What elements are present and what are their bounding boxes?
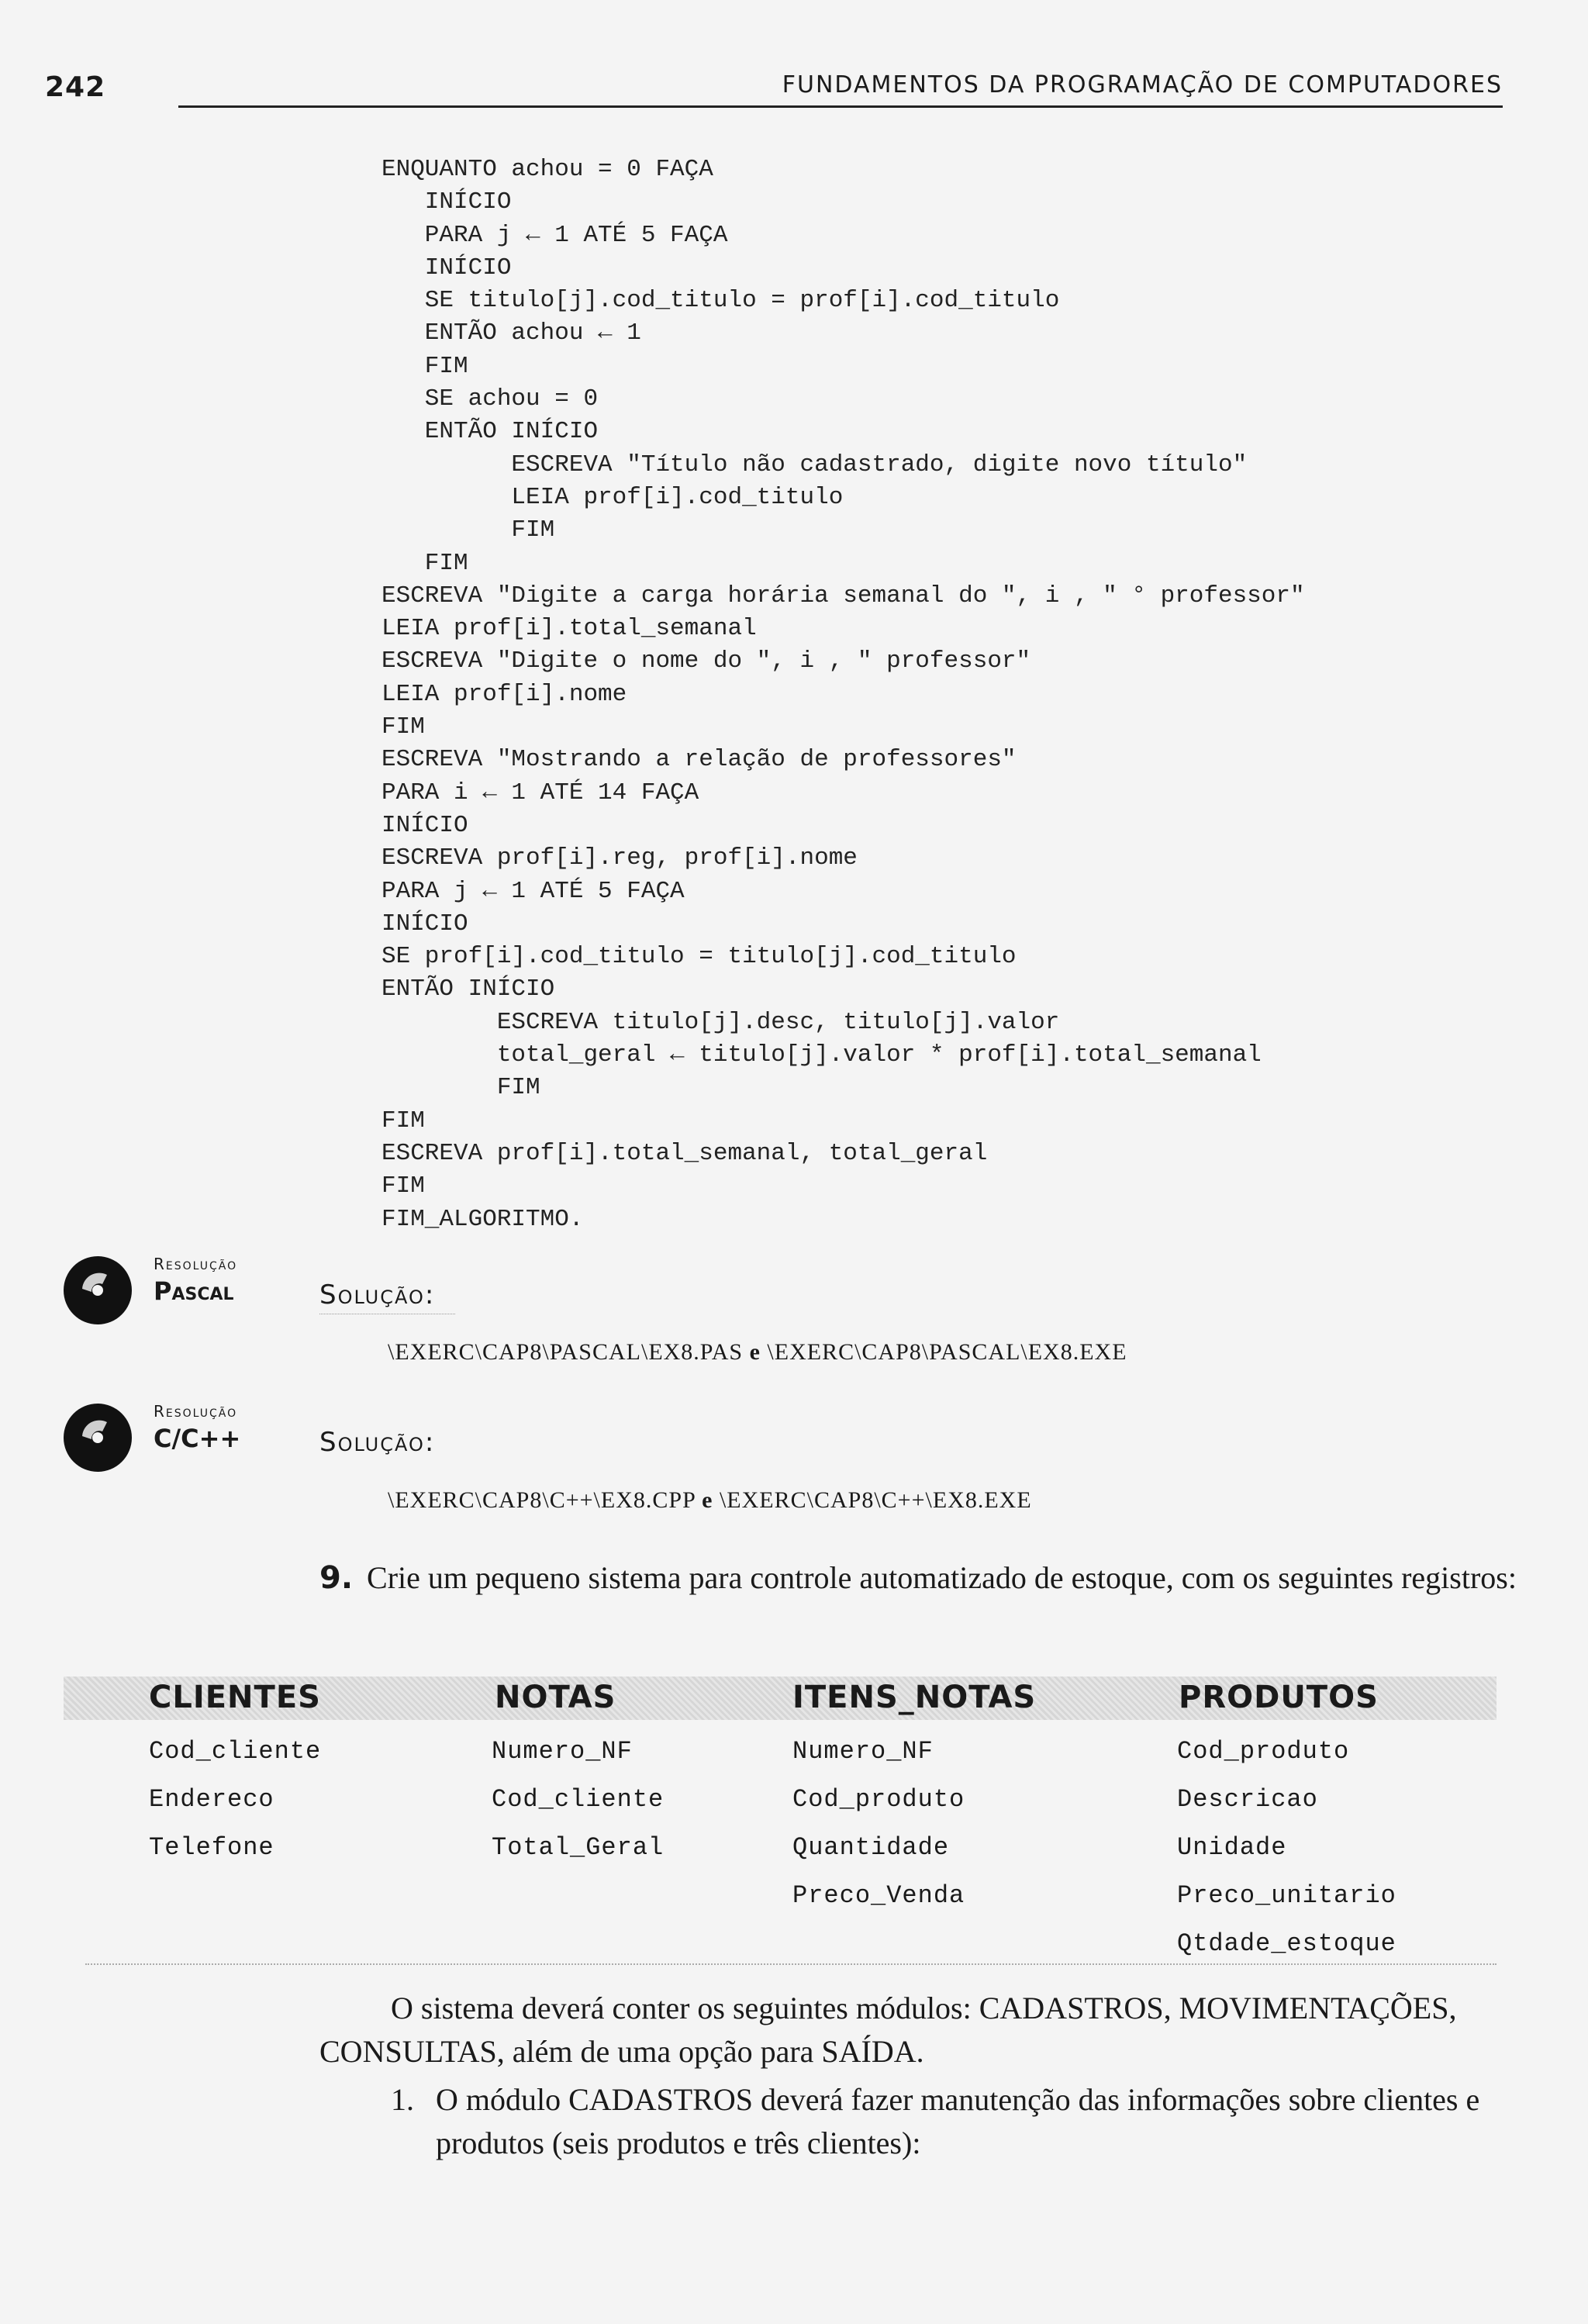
disc-icon [59, 1397, 140, 1475]
code-line: ESCREVA prof[i].total_semanal, total_geral [381, 1139, 988, 1167]
badge-small-label: Resolução [154, 1402, 238, 1421]
code-line: FIM [381, 352, 468, 380]
code-line: FIM [381, 549, 468, 577]
pascal-executable-path: \EXERC\CAP8\PASCAL\EX8.EXE [767, 1339, 1127, 1365]
code-line: INÍCIO [381, 811, 468, 839]
field-notas: Numero_NF [492, 1737, 633, 1766]
running-title: FUNDAMENTOS DA PROGRAMAÇÃO DE COMPUTADORES [782, 71, 1503, 98]
code-line: ESCREVA "Mostrando a relação de professores" [381, 746, 1017, 774]
exercise-number: 9. [319, 1560, 354, 1596]
cpp-conjunction: e [702, 1487, 713, 1513]
field-produtos: Unidade [1177, 1833, 1287, 1862]
list-item-number: 1. [391, 2082, 414, 2117]
code-line: total_geral ← titulo[j].valor * prof[i].total_semanal [381, 1041, 1262, 1069]
pascal-conjunction: e [749, 1339, 761, 1365]
code-line: SE titulo[j].cod_titulo = prof[i].cod_titulo [381, 287, 1060, 315]
page-number: 242 [45, 71, 106, 103]
code-line: ENTÃO achou ← 1 [381, 319, 641, 347]
modules-paragraph: O sistema deverá conter os seguintes módulos: CADASTROS, MOVIMENTAÇÕES, CONSULTAS, além de uma opção para SAÍDA. [319, 1991, 1457, 2069]
code-line: ESCREVA "Digite o nome do ", i , " professor" [381, 647, 1031, 675]
code-line: LEIA prof[i].cod_titulo [381, 483, 844, 511]
code-line: ENQUANTO achou = 0 FAÇA [381, 156, 713, 183]
field-produtos: Descricao [1177, 1785, 1318, 1814]
table-title-clientes: CLIENTES [149, 1680, 321, 1715]
code-line: INÍCIO [381, 188, 512, 216]
pascal-source-path: \EXERC\CAP8\PASCAL\EX8.PAS [388, 1339, 744, 1365]
code-line: ESCREVA prof[i].reg, prof[i].nome [381, 844, 858, 872]
header-rule [178, 105, 1503, 108]
exercise-text: Crie um pequeno sistema para controle automatizado de estoque, com os seguintes registros: [367, 1560, 1517, 1595]
table-bottom-rule [85, 1963, 1497, 1965]
field-itens-notas: Numero_NF [792, 1737, 934, 1766]
pascal-solution-label: Solução: [319, 1279, 436, 1310]
cpp-solution-paths [388, 1487, 1032, 1514]
code-line: INÍCIO [381, 910, 468, 938]
cpp-executable-path: \EXERC\CAP8\C++\EX8.EXE [719, 1487, 1032, 1513]
code-line: FIM [381, 713, 425, 741]
code-line: ESCREVA "Título não cadastrado, digite novo título" [381, 451, 1248, 478]
field-produtos: Qtdade_estoque [1177, 1929, 1396, 1958]
code-line: INÍCIO [381, 254, 512, 281]
field-notas: Cod_cliente [492, 1785, 665, 1814]
cpp-resolution-badge [59, 1397, 292, 1490]
list-item-1 [391, 2078, 1529, 2165]
code-line: SE prof[i].cod_titulo = titulo[j].cod_titulo [381, 943, 1017, 971]
pascal-resolution-badge [59, 1250, 292, 1343]
field-produtos: Preco_unitario [1177, 1881, 1396, 1910]
field-itens-notas: Cod_produto [792, 1785, 965, 1814]
cpp-solution-label: Solução: [319, 1427, 436, 1458]
disc-icon [59, 1250, 140, 1328]
code-line: FIM_ALGORITMO. [381, 1205, 584, 1233]
code-line: PARA j ← 1 ATÉ 5 FAÇA [381, 877, 685, 905]
code-line: PARA i ← 1 ATÉ 14 FAÇA [381, 779, 699, 806]
table-title-notas: NOTAS [495, 1680, 616, 1715]
table-title-itens-notas: ITENS_NOTAS [792, 1680, 1037, 1715]
badge-language-label: Pascal [154, 1276, 234, 1306]
code-line: PARA j ← 1 ATÉ 5 FAÇA [381, 221, 728, 249]
code-line: ESCREVA "Digite a carga horária semanal do ", i , " ° professor" [381, 582, 1305, 609]
badge-small-label: Resolução [154, 1255, 238, 1273]
code-line: ENTÃO INÍCIO [381, 418, 599, 446]
field-produtos: Cod_produto [1177, 1737, 1350, 1766]
exercise-statement [319, 1557, 1529, 1599]
pseudocode-block [381, 154, 1305, 1236]
field-clientes: Endereco [149, 1785, 274, 1814]
field-clientes: Telefone [149, 1833, 274, 1862]
field-clientes: Cod_cliente [149, 1737, 322, 1766]
field-notas: Total_Geral [492, 1833, 665, 1862]
code-line: ESCREVA titulo[j].desc, titulo[j].valor [381, 1008, 1060, 1036]
pascal-solution-paths [388, 1339, 1127, 1366]
cpp-source-path: \EXERC\CAP8\C++\EX8.CPP [388, 1487, 696, 1513]
code-line: ENTÃO INÍCIO [381, 976, 555, 1003]
code-line: FIM [381, 1172, 425, 1200]
list-item-text: O módulo CADASTROS deverá fazer manutenção das informações sobre clientes e produtos (seis produtos e três clientes): [436, 2082, 1480, 2160]
field-itens-notas: Preco_Venda [792, 1881, 965, 1910]
code-line: FIM [381, 1074, 540, 1102]
code-line: FIM [381, 1107, 425, 1134]
code-line: FIM [381, 516, 555, 544]
code-line: LEIA prof[i].nome [381, 680, 627, 708]
code-line: SE achou = 0 [381, 385, 599, 413]
code-line: LEIA prof[i].total_semanal [381, 615, 757, 643]
badge-language-label: C/C++ [154, 1424, 241, 1453]
field-itens-notas: Quantidade [792, 1833, 950, 1862]
table-title-produtos: PRODUTOS [1179, 1680, 1379, 1715]
